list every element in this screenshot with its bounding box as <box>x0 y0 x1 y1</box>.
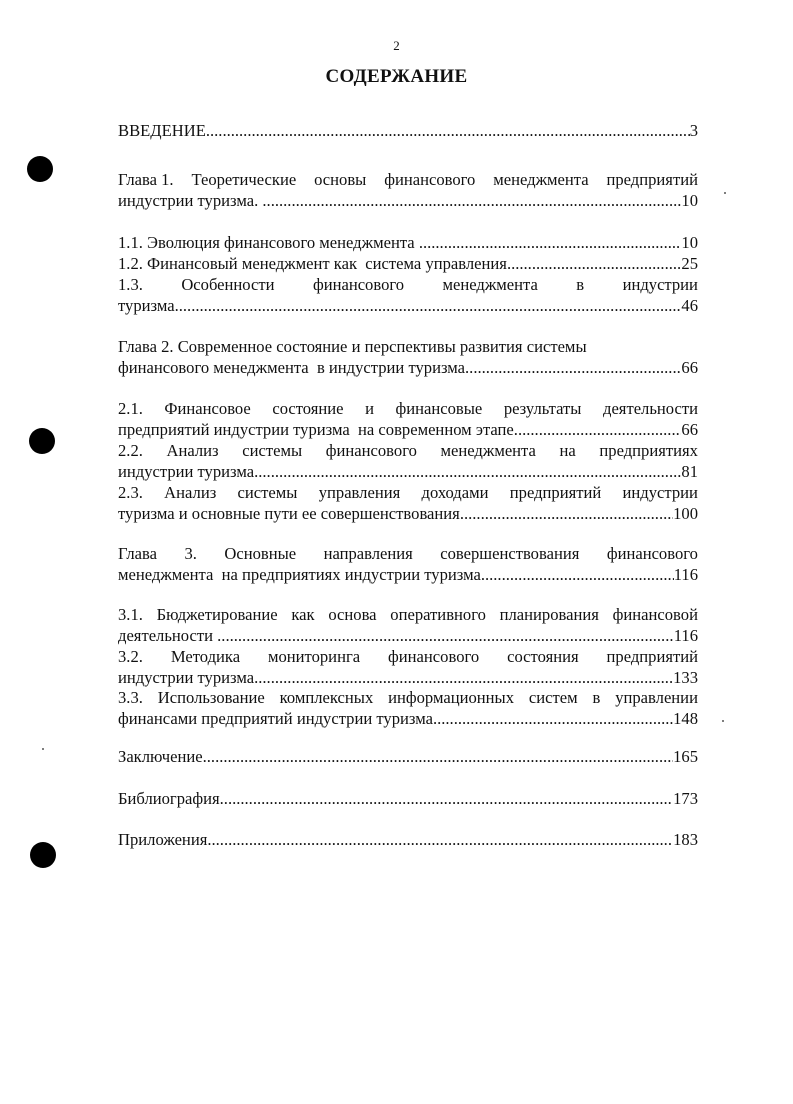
scan-speck <box>42 748 44 750</box>
toc-line <box>118 440 698 461</box>
toc-word: финансового <box>388 647 480 666</box>
toc-line <box>118 398 698 419</box>
scan-speck <box>724 192 726 194</box>
toc-page-number: 3 <box>689 121 698 140</box>
toc-word: состояния <box>507 647 579 666</box>
toc-page-number: 133 <box>673 668 698 687</box>
toc-page-number: 148 <box>673 709 698 728</box>
toc-word: деятельности <box>603 399 698 418</box>
scan-speck <box>722 720 724 722</box>
toc-word: управлении <box>615 688 698 707</box>
toc-line <box>118 336 698 357</box>
toc-entry-title: 1.2. Финансовый менеджмент как система управления <box>118 254 507 273</box>
toc-word: оперативного <box>390 605 486 624</box>
toc-word: 3. <box>184 544 197 563</box>
toc-word: менеджмента <box>493 170 589 189</box>
toc-page-number: 10 <box>681 233 698 252</box>
dot-leader <box>419 232 682 253</box>
dot-leader <box>207 829 673 850</box>
toc-line <box>118 295 698 316</box>
toc-entry-title: деятельности <box>118 626 218 645</box>
toc-word: 2.1. <box>118 399 143 418</box>
toc-page-number: 25 <box>681 254 698 273</box>
toc-word: предприятий <box>509 483 602 502</box>
toc-entry-title: туризма и основные пути ее совершенствования <box>118 504 460 523</box>
toc-page-number: 165 <box>673 747 698 766</box>
toc-entry-title: ВВЕДЕНИЕ <box>118 121 206 140</box>
toc-word: предприятиях <box>599 441 698 460</box>
toc-word: совершенствования <box>440 544 580 563</box>
dot-leader <box>206 120 690 141</box>
toc-word: Глава <box>118 544 157 563</box>
toc-entry-title: индустрии туризма <box>118 668 255 687</box>
toc-word: как <box>291 605 315 624</box>
toc-word: результаты <box>503 399 582 418</box>
toc-line <box>118 604 698 625</box>
toc-page-number: 183 <box>673 830 698 849</box>
toc-word: основы <box>314 170 367 189</box>
dot-leader <box>460 503 673 524</box>
dot-leader <box>217 625 674 646</box>
toc-line <box>118 232 698 253</box>
toc-line <box>118 788 698 809</box>
toc-word: финансовые <box>395 399 483 418</box>
punch-hole <box>29 428 55 454</box>
toc-page-number: 66 <box>681 358 698 377</box>
toc-word: индустрии <box>622 483 698 502</box>
toc-entry-title: предприятий индустрии туризма на современном этапе <box>118 420 514 439</box>
toc-page-number: 173 <box>673 789 698 808</box>
toc-entry-title: Библиография <box>118 789 220 808</box>
toc-entry-title: менеджмента на предприятиях индустрии туризма <box>118 565 481 584</box>
dot-leader <box>433 708 673 729</box>
toc-line <box>118 625 698 646</box>
toc-word: мониторинга <box>268 647 361 666</box>
toc-line <box>118 461 698 482</box>
toc-line <box>118 482 698 503</box>
toc-line <box>118 190 698 211</box>
toc-word: Анализ <box>164 483 217 502</box>
toc-word: системы <box>242 441 303 460</box>
toc-word: информационных <box>388 688 514 707</box>
toc-word: направления <box>323 544 413 563</box>
toc-line <box>118 419 698 440</box>
dot-leader <box>465 357 681 378</box>
toc-line <box>118 253 698 274</box>
toc-entry-title: финансового менеджмента в индустрии туризма <box>118 358 466 377</box>
toc-word: менеджмента <box>442 275 538 294</box>
toc-word: планирования <box>499 605 599 624</box>
toc-word: финансового <box>606 544 698 563</box>
toc-word: предприятий <box>606 170 698 189</box>
toc-line <box>118 708 698 729</box>
toc-word: менеджмента <box>440 441 536 460</box>
toc-page-number: 66 <box>681 420 698 439</box>
toc-word: финансовой <box>612 605 698 624</box>
toc-word: 2.3. <box>118 483 143 502</box>
dot-leader <box>175 295 682 316</box>
toc-word: 2.2. <box>118 441 143 460</box>
toc-line <box>118 646 698 667</box>
toc-word: Особенности <box>181 275 275 294</box>
toc-word: доходами <box>421 483 489 502</box>
toc-page-number: 100 <box>673 504 698 523</box>
toc-page-number: 46 <box>681 296 698 315</box>
toc-page-number: 10 <box>681 191 698 210</box>
toc-word: систем <box>528 688 578 707</box>
toc-word: Использование <box>157 688 265 707</box>
toc-page-number: 116 <box>673 565 698 584</box>
toc-page-number: 116 <box>673 626 698 645</box>
toc-entry-title: 1.1. Эволюция финансового менеджмента <box>118 233 419 252</box>
toc-page-number: 81 <box>681 462 698 481</box>
toc-word: основа <box>328 605 377 624</box>
toc-entry-title: финансами предприятий индустрии туризма <box>118 709 433 728</box>
toc-line <box>118 120 698 141</box>
toc-line <box>118 169 698 190</box>
toc-entry-title: Заключение <box>118 747 203 766</box>
toc-word: финансового <box>312 275 405 294</box>
toc-word: 3.2. <box>118 647 143 666</box>
page-number: 2 <box>393 38 400 53</box>
toc-word: 1.3. <box>118 275 143 294</box>
dot-leader <box>514 419 682 440</box>
toc-line <box>118 746 698 767</box>
dot-leader <box>203 746 673 767</box>
toc-word: Методика <box>170 647 241 666</box>
toc-word: индустрии <box>622 275 698 294</box>
punch-hole <box>27 156 53 182</box>
toc-entry-title: Приложения <box>118 830 208 849</box>
dot-leader <box>481 564 674 585</box>
toc-word: и <box>365 399 374 418</box>
toc-word: комплексных <box>279 688 374 707</box>
toc-line <box>118 687 698 708</box>
dot-leader <box>220 788 673 809</box>
toc-word: Теоретические <box>191 170 297 189</box>
toc-word: Основные <box>224 544 297 563</box>
toc-word: предприятий <box>606 647 698 666</box>
toc-word: состояние <box>272 399 344 418</box>
toc-word: Бюджетирование <box>156 605 278 624</box>
toc-entry-title: туризма <box>118 296 175 315</box>
toc-line <box>118 564 698 585</box>
toc-entry-title: индустрии туризма <box>118 462 255 481</box>
toc-word: на <box>559 441 576 460</box>
punch-hole <box>30 842 56 868</box>
page-title: СОДЕРЖАНИЕ <box>325 66 468 87</box>
dot-leader <box>254 667 673 688</box>
toc-word: Глава 1. <box>118 170 174 189</box>
dot-leader <box>507 253 681 274</box>
toc-word: Финансовое <box>164 399 251 418</box>
toc-entry-title: индустрии туризма. <box>118 191 263 210</box>
dot-leader <box>262 190 681 211</box>
toc-word: Анализ <box>166 441 219 460</box>
toc-line <box>118 503 698 524</box>
toc-word: в <box>576 275 585 294</box>
toc-line <box>118 357 698 378</box>
toc-word: финансового <box>384 170 476 189</box>
toc-line <box>118 274 698 295</box>
toc-line <box>118 667 698 688</box>
toc-text: Глава 2. Современное состояние и перспективы развития системы <box>118 337 587 356</box>
toc-word: 3.3. <box>118 688 143 707</box>
toc-word: в <box>592 688 601 707</box>
toc-line <box>118 829 698 850</box>
dot-leader <box>254 461 681 482</box>
toc-line <box>118 543 698 564</box>
toc-word: управления <box>318 483 401 502</box>
toc-word: 3.1. <box>118 605 143 624</box>
toc-word: системы <box>237 483 298 502</box>
toc-word: финансового <box>325 441 417 460</box>
